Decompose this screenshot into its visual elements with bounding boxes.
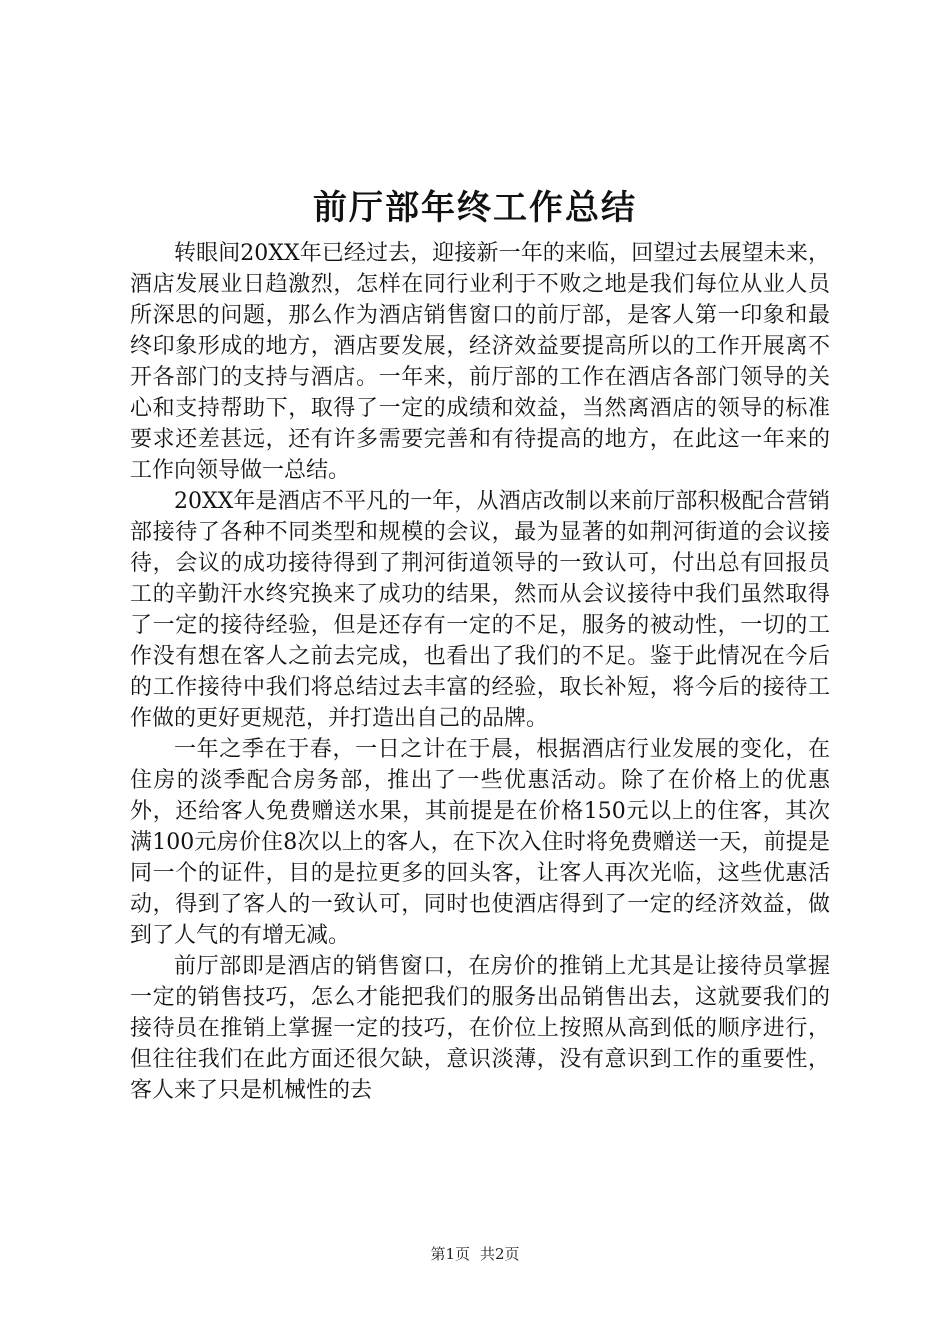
paragraph: 转眼间20XX年已经过去，迎接新一年的来临，回望过去展望未来，酒店发展业日趋激烈，怎样在同行业利于不败之地是我们每位从业人员所深思的问题，那么作为酒店销售窗口的前厅部，是客人第一印象和最终印象形成的地方，酒店要发展，经济效益要提高所以的工作开展离不开各部门的支持与酒店。一年来，前厅部的工作在酒店各部门领导的关心和支持帮助下，取得了一定的成绩和效益，当然离酒店的领导的标准要求还差甚远，还有许多需要完善和有待提高的地方，在此这一年来的工作向领导做一总结。 (130, 241, 830, 483)
paragraph: 一年之季在于春，一日之计在于晨，根据酒店行业发展的变化，在住房的淡季配合房务部，推出了一些优惠活动。除了在价格上的优惠外，还给客人免费赠送水果，其前提是在价格150元以上的住客，其次满100元房价住8次以上的客人，在下次入住时将免费赠送一天，前提是同一个的证件，目的是拉更多的回头客，让客人再次光临，这些优惠活动，得到了客人的一致认可，同时也使酒店得到了一定的经济效益，做到了人气的有增无减。 (130, 737, 830, 948)
paragraph: 20XX年是酒店不平凡的一年，从酒店改制以来前厅部积极配合营销部接待了各种不同类型和规模的会议，最为显著的如荆河街道的会议接待，会议的成功接待得到了荆河街道领导的一致认可，付出总有回报员工的辛勤汗水终究换来了成功的结果，然而从会议接待中我们虽然取得了一定的接待经验，但是还存有一定的不足，服务的被动性，一切的工作没有想在客人之前去完成，也看出了我们的不足。鉴于此情况在今后的工作接待中我们将总结过去丰富的经验，取长补短，将今后的接待工作做的更好更规范，并打造出自己的品牌。 (130, 489, 830, 731)
paragraph: 前厅部即是酒店的销售窗口，在房价的推销上尤其是让接待员掌握一定的销售技巧，怎么才能把我们的服务出品销售出去，这就要我们的接待员在推销上掌握一定的技巧，在价位上按照从高到低的顺序进行，但往往我们在此方面还很欠缺，意识淡薄，没有意识到工作的重要性，客人来了只是机械性的去 (130, 954, 830, 1103)
page-total: 共2页 (480, 1245, 520, 1263)
document-title: 前厅部年终工作总结 (313, 188, 637, 228)
page-footer (0, 1243, 950, 1265)
document-body (130, 238, 830, 1106)
page-number: 第1页 (430, 1245, 470, 1263)
